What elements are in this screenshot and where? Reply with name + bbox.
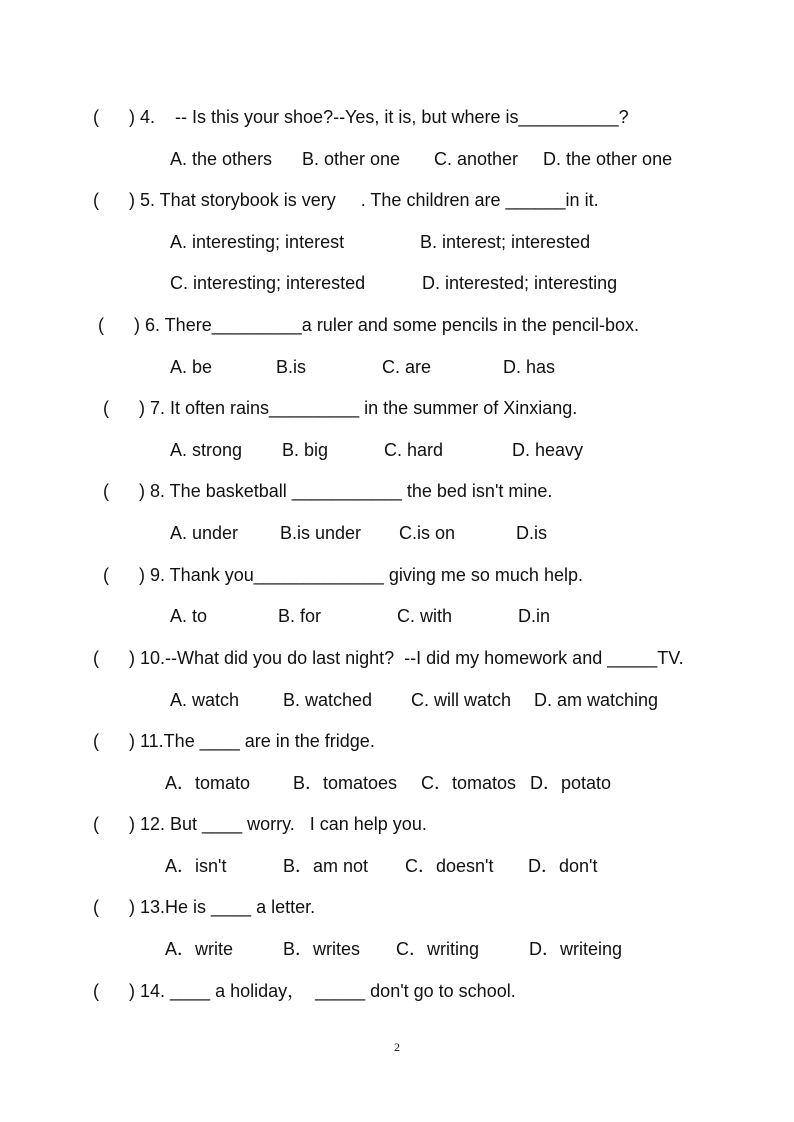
question-14-stem: ( ) 14. ____ a holiday， _____ don't go to school. — [93, 981, 516, 1001]
question-10-option-c: C. will watch — [411, 690, 512, 710]
question-12-option-a: A．isn't — [165, 856, 227, 876]
question-9-option-d: D.in — [518, 606, 551, 626]
question-13-option-a: A．write — [165, 939, 234, 959]
question-8-option-b: B.is under — [280, 523, 362, 543]
question-5-stem: ( ) 5. That storybook is very . The children are ______in it. — [93, 190, 599, 210]
question-4-option-c: C. another — [434, 149, 519, 169]
question-13-option-c: C．writing — [396, 939, 480, 959]
question-7-stem: ( ) 7. It often rains_________ in the summer of Xinxiang. — [103, 398, 578, 418]
question-10-option-a: A. watch — [170, 690, 240, 710]
question-12-option-c: C．doesn't — [405, 856, 494, 876]
question-8-option-a: A. under — [170, 523, 239, 543]
question-5-option-c: C. interesting; interested — [170, 273, 366, 293]
question-6-stem: ( ) 6. There_________a ruler and some pencils in the pencil-box. — [98, 315, 639, 335]
question-11-option-d: D．potato — [530, 773, 612, 793]
question-11-stem: ( ) 11.The ____ are in the fridge. — [93, 731, 375, 751]
question-10-option-d: D. am watching — [534, 690, 659, 710]
question-9-option-a: A. to — [170, 606, 208, 626]
question-7-option-a: A. strong — [170, 440, 243, 460]
question-5-option-d: D. interested; interesting — [422, 273, 618, 293]
question-5-option-b: B. interest; interested — [420, 232, 591, 252]
question-8-stem: ( ) 8. The basketball ___________ the bed isn't mine. — [103, 481, 553, 501]
question-7-option-c: C. hard — [384, 440, 444, 460]
question-5-option-a: A. interesting; interest — [170, 232, 345, 252]
question-9-stem: ( ) 9. Thank you_____________ giving me so much help. — [103, 565, 583, 585]
question-8-option-c: C.is on — [399, 523, 456, 543]
question-11-option-b: B．tomatoes — [293, 773, 398, 793]
question-10-stem: ( ) 10.--What did you do last night? --I did my homework and _____TV. — [93, 648, 684, 668]
question-6-option-c: C. are — [382, 357, 432, 377]
question-6-option-b: B.is — [276, 357, 307, 377]
question-4-option-a: A. the others — [170, 149, 273, 169]
question-7-option-b: B. big — [282, 440, 329, 460]
question-4-option-b: B. other one — [302, 149, 401, 169]
question-9-option-c: C. with — [397, 606, 453, 626]
question-6-option-a: A. be — [170, 357, 213, 377]
question-13-option-d: D．writeing — [529, 939, 623, 959]
question-6-option-d: D. has — [503, 357, 556, 377]
question-10-option-b: B. watched — [283, 690, 373, 710]
question-4-option-d: D. the other one — [543, 149, 673, 169]
question-9-option-b: B. for — [278, 606, 322, 626]
question-4-stem: ( ) 4. -- Is this your shoe?--Yes, it is, but where is__________? — [93, 107, 629, 127]
question-12-option-d: D．don't — [528, 856, 598, 876]
question-8-option-d: D.is — [516, 523, 547, 543]
question-13-stem: ( ) 13.He is ____ a letter. — [93, 897, 316, 917]
question-7-option-d: D. heavy — [512, 440, 584, 460]
question-12-stem: ( ) 12. But ____ worry. I can help you. — [93, 814, 427, 834]
page-number: 2 — [394, 1040, 400, 1054]
question-11-option-a: A．tomato — [165, 773, 251, 793]
question-12-option-b: B．am not — [283, 856, 369, 876]
question-13-option-b: B．writes — [283, 939, 361, 959]
question-11-option-c: C．tomatos — [421, 773, 517, 793]
